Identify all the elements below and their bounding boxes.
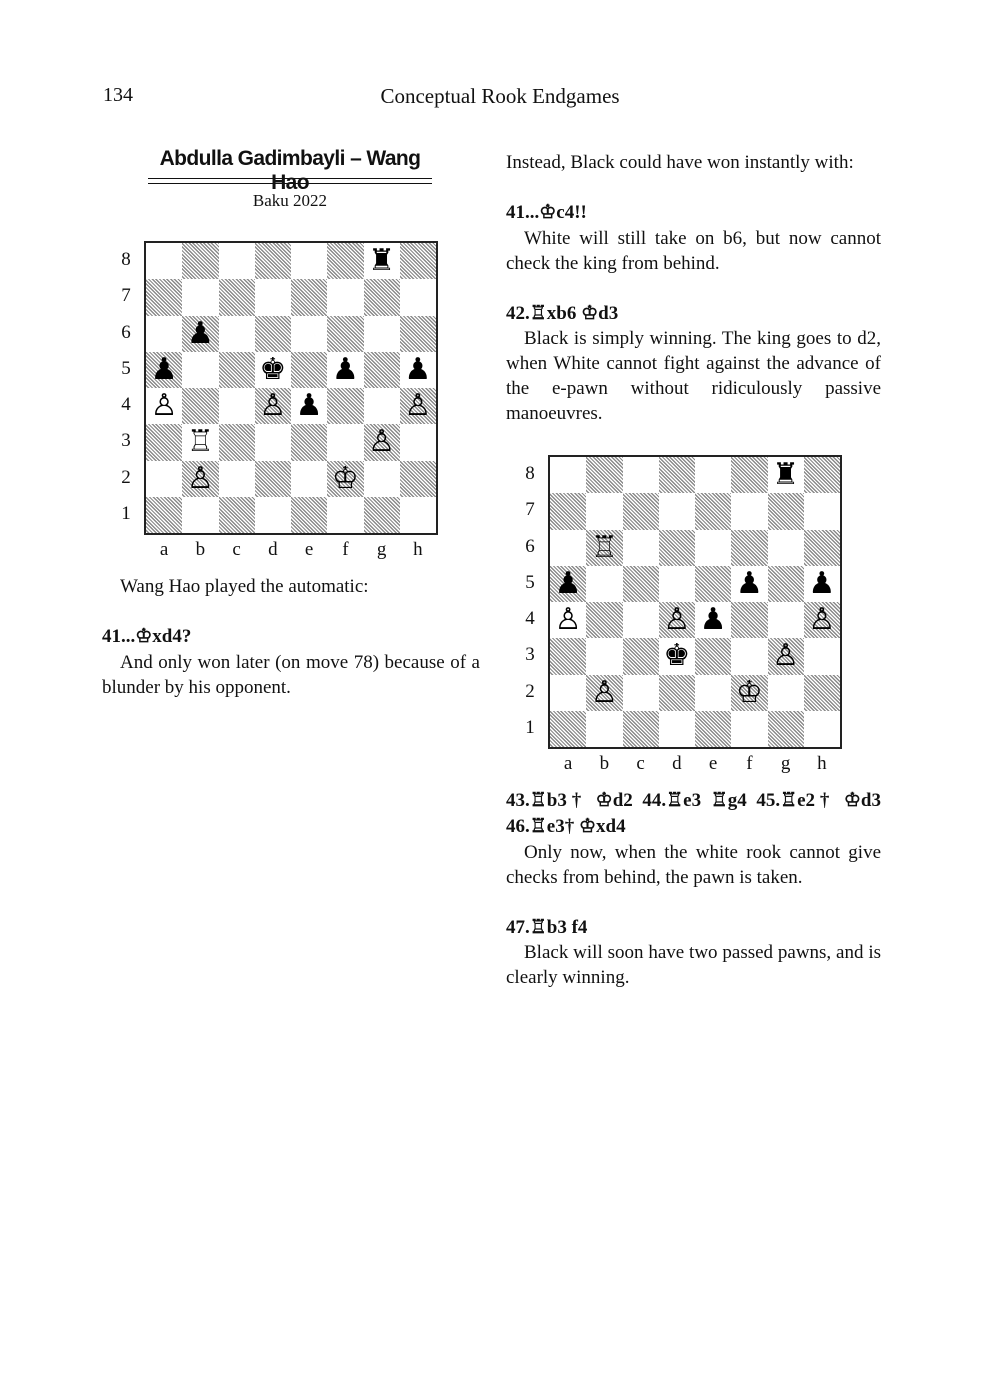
rank-label: 8 — [121, 249, 131, 270]
board-square — [327, 388, 363, 424]
board-square — [659, 711, 695, 747]
chess-piece: ♟ — [331, 351, 359, 387]
right-paragraph-2: White will still take on b6, but now cannot check the king from behind. — [506, 228, 881, 274]
running-title: Conceptual Rook Endgames — [380, 84, 620, 108]
chess-piece: ♚ — [663, 638, 691, 674]
rank-label: 3 — [121, 430, 131, 452]
board-square — [291, 497, 327, 533]
board-square — [550, 493, 586, 529]
chess-piece: ♙ — [772, 638, 800, 674]
chess-piece: ♟ — [735, 565, 763, 601]
file-label: e — [304, 539, 314, 560]
board-square — [768, 602, 804, 638]
board-square — [364, 316, 400, 352]
board-square — [400, 279, 436, 315]
file-label: c — [636, 753, 645, 774]
board-square — [695, 675, 731, 711]
chess-diagram-2 — [548, 455, 842, 749]
right-move-3a: 43.♖b3† ♔d2 44.♖e3 ♖g4 45.♖e2† ♔d3 — [506, 790, 881, 811]
file-label: g — [780, 753, 791, 774]
board-square — [146, 243, 182, 279]
board-square — [291, 316, 327, 352]
board-square — [623, 602, 659, 638]
right-paragraph-5: Black will soon have two passed pawns, and is clearly winning. — [506, 942, 881, 988]
board-square — [804, 675, 840, 711]
board-square — [219, 352, 255, 388]
board-square — [400, 243, 436, 279]
board-square — [146, 424, 182, 460]
board-square — [659, 566, 695, 602]
board-square — [146, 461, 182, 497]
board-square — [400, 316, 436, 352]
page-number: 134 — [103, 84, 133, 106]
board-square — [327, 497, 363, 533]
board-square — [695, 493, 731, 529]
right-paragraph-4: Only now, when the white rook cannot give checks from behind, the pawn is taken. — [506, 842, 881, 888]
title-rule-bottom — [148, 183, 432, 184]
board-square — [623, 457, 659, 493]
board-square — [291, 424, 327, 460]
board-square — [804, 711, 840, 747]
board-square — [695, 638, 731, 674]
board-square — [327, 424, 363, 460]
board-square — [364, 497, 400, 533]
board-square — [219, 461, 255, 497]
board-square — [291, 243, 327, 279]
right-paragraph-1: Instead, Black could have won instantly with: — [506, 152, 854, 173]
board-square — [768, 530, 804, 566]
rank-label: 5 — [525, 571, 535, 593]
file-label: b — [599, 753, 610, 774]
board-square — [400, 497, 436, 533]
right-move-4: 47.♖b3 f4 — [506, 917, 588, 938]
board-square — [291, 461, 327, 497]
board-square — [146, 316, 182, 352]
board-square — [327, 243, 363, 279]
file-label: c — [232, 539, 241, 560]
rank-label: 8 — [525, 463, 535, 484]
chess-piece: ♙ — [186, 460, 214, 496]
board-square — [695, 530, 731, 566]
board-square — [768, 711, 804, 747]
board-square — [659, 530, 695, 566]
board-square — [731, 711, 767, 747]
board-square — [182, 279, 218, 315]
chess-piece: ♟ — [150, 351, 178, 387]
board-square — [623, 638, 659, 674]
board-square — [255, 243, 291, 279]
right-move-2: 42.♖xb6 ♔d3 — [506, 303, 619, 324]
board-square — [219, 497, 255, 533]
board-square — [804, 493, 840, 529]
file-label: h — [817, 753, 827, 774]
board-square — [550, 457, 586, 493]
board-square — [586, 566, 622, 602]
right-paragraph-3: Black is simply winning. The king goes to d2, when White cannot fight against the advance of the e-pawn without ridiculously passive manoeuvres. — [506, 328, 881, 424]
board-square — [586, 457, 622, 493]
file-label: f — [342, 539, 349, 560]
chess-piece: ♟ — [699, 602, 727, 637]
board-square — [364, 461, 400, 497]
rank-label: 7 — [525, 499, 535, 521]
rank-label: 4 — [525, 608, 535, 629]
board-square — [659, 457, 695, 493]
board-square — [291, 279, 327, 315]
chess-piece: ♚ — [259, 351, 287, 387]
board-square — [550, 530, 586, 566]
rank-label: 2 — [121, 466, 131, 488]
file-label: a — [563, 753, 573, 774]
board-square — [623, 493, 659, 529]
rank-label: 2 — [525, 680, 535, 702]
board-square — [623, 530, 659, 566]
board-square — [804, 638, 840, 674]
board-square — [804, 530, 840, 566]
chess-piece: ♙ — [808, 602, 836, 637]
board-square — [255, 279, 291, 315]
file-label: h — [413, 539, 423, 560]
board-square — [219, 424, 255, 460]
chess-piece: ♟ — [186, 315, 214, 351]
board-square — [586, 638, 622, 674]
board-square — [182, 497, 218, 533]
rank-label: 5 — [121, 357, 131, 379]
board-square — [550, 638, 586, 674]
game-event: Baku 2022 — [252, 191, 328, 210]
board-square — [586, 711, 622, 747]
board-square — [768, 493, 804, 529]
chess-piece: ♖ — [186, 424, 214, 460]
board-square — [364, 279, 400, 315]
file-label: b — [195, 539, 206, 560]
right-move-1: 41...♔c4!! — [506, 202, 587, 223]
left-paragraph-2: And only won later (on move 78) because of a blunder by his opponent. — [102, 652, 480, 698]
board-square — [146, 279, 182, 315]
board-square — [623, 711, 659, 747]
board-square — [219, 316, 255, 352]
board-square — [182, 243, 218, 279]
chess-piece: ♔ — [331, 460, 359, 496]
chess-piece: ♟ — [404, 351, 432, 387]
board-square — [623, 675, 659, 711]
board-square — [623, 566, 659, 602]
board-square — [586, 602, 622, 638]
board-square — [768, 566, 804, 602]
left-paragraph-1: Wang Hao played the automatic: — [120, 576, 369, 597]
board-square — [219, 388, 255, 424]
chess-piece: ♟ — [554, 565, 582, 601]
board-square — [695, 711, 731, 747]
board-square — [731, 602, 767, 638]
board-square — [659, 675, 695, 711]
board-square — [768, 675, 804, 711]
chess-piece: ♟ — [295, 388, 323, 423]
board-square — [659, 493, 695, 529]
rank-label: 3 — [525, 644, 535, 666]
board-square — [219, 243, 255, 279]
chess-piece: ♖ — [590, 529, 618, 565]
rank-label: 4 — [121, 394, 131, 415]
board-square — [291, 352, 327, 388]
board-square — [327, 279, 363, 315]
chess-piece: ♙ — [590, 674, 618, 710]
file-label: g — [376, 539, 387, 560]
chess-piece: ♙ — [259, 388, 287, 423]
board-square — [182, 352, 218, 388]
chess-piece: ♜ — [772, 457, 800, 492]
chess-piece: ♜ — [368, 243, 396, 278]
board-square — [327, 316, 363, 352]
board-square — [364, 352, 400, 388]
rank-label: 6 — [525, 535, 535, 557]
board-square — [255, 461, 291, 497]
chess-piece: ♙ — [663, 602, 691, 637]
rank-label: 1 — [525, 716, 535, 738]
right-move-3b: 46.♖e3† ♔xd4 — [506, 816, 626, 837]
title-rule-top — [148, 178, 432, 179]
file-label: d — [672, 753, 682, 774]
file-label: d — [268, 539, 278, 560]
left-move-1: 41...♔xd4? — [102, 626, 192, 647]
board-square — [219, 279, 255, 315]
board-square — [731, 457, 767, 493]
board-square — [400, 424, 436, 460]
chess-piece: ♙ — [554, 602, 582, 637]
file-label: f — [746, 753, 753, 774]
chess-piece: ♙ — [150, 388, 178, 423]
board-square — [182, 388, 218, 424]
chess-piece: ♙ — [368, 424, 396, 460]
board-square — [695, 457, 731, 493]
board-square — [731, 638, 767, 674]
board-square — [255, 497, 291, 533]
board-square — [255, 316, 291, 352]
board-square — [364, 388, 400, 424]
chess-piece: ♔ — [735, 674, 763, 710]
chess-diagram-1 — [144, 241, 438, 535]
rank-label: 1 — [121, 502, 131, 524]
game-title: Abdulla Gadimbayli – Wang Hao — [159, 147, 421, 194]
file-label: a — [159, 539, 169, 560]
board-square — [146, 497, 182, 533]
rank-label: 7 — [121, 285, 131, 307]
board-square — [804, 457, 840, 493]
board-square — [695, 566, 731, 602]
file-label: e — [708, 753, 718, 774]
board-square — [550, 711, 586, 747]
board-square — [400, 461, 436, 497]
rank-label: 6 — [121, 321, 131, 343]
board-square — [586, 493, 622, 529]
chess-piece: ♙ — [404, 388, 432, 423]
board-square — [255, 424, 291, 460]
chess-piece: ♟ — [808, 565, 836, 601]
board-square — [731, 530, 767, 566]
board-square — [550, 675, 586, 711]
board-square — [731, 493, 767, 529]
